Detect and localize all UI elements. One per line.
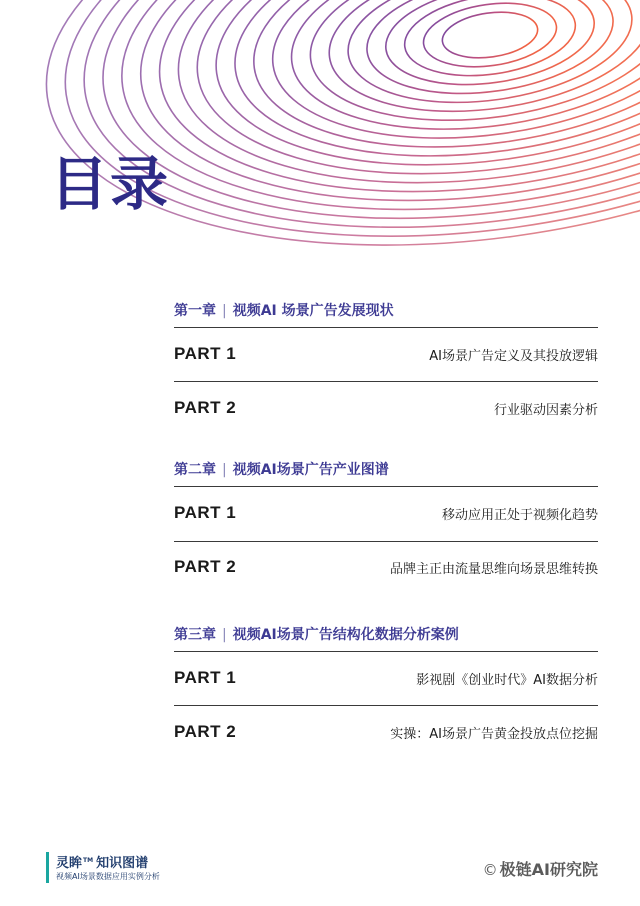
chapter-separator: | xyxy=(222,462,227,478)
concentric-rings-decoration xyxy=(0,0,640,260)
page-title: 目录 xyxy=(50,150,171,218)
publisher-credit xyxy=(483,857,598,880)
toc-entry[interactable] xyxy=(174,344,598,364)
brand-suffix: 知识图谱 xyxy=(96,856,149,871)
chapter-label: 第二章 xyxy=(174,462,216,478)
toc-entry[interactable] xyxy=(174,557,598,577)
divider xyxy=(174,381,598,382)
part-label: PART 2 xyxy=(174,557,237,576)
ring xyxy=(39,0,640,260)
ring xyxy=(239,0,640,175)
ring xyxy=(419,0,560,75)
part-topic: 品牌主正由流量思维向场景思维转换 xyxy=(389,561,598,577)
ring xyxy=(379,0,600,97)
chapter-separator: | xyxy=(222,303,227,319)
trademark-mark: TM xyxy=(83,856,94,864)
part-label: PART 1 xyxy=(174,503,237,522)
chapter-heading-3 xyxy=(174,624,459,644)
divider xyxy=(174,327,598,328)
toc-entry[interactable] xyxy=(174,668,598,688)
toc-entry[interactable] xyxy=(174,722,598,742)
ring xyxy=(319,0,640,130)
ring xyxy=(279,0,640,153)
footer-subtitle: 视频AI场景数据应用实例分析 xyxy=(56,872,160,881)
copyright-icon: © xyxy=(482,861,498,879)
ring xyxy=(359,0,620,108)
chapter-label: 第三章 xyxy=(174,627,216,643)
part-label: PART 1 xyxy=(174,344,237,363)
part-label: PART 2 xyxy=(174,398,237,417)
part-topic: 实操：AI场景广告黄金投放点位挖掘 xyxy=(390,726,598,742)
ring xyxy=(259,0,640,164)
footer-brand xyxy=(56,852,148,871)
chapter-name: 视频AI 场景广告发展现状 xyxy=(232,303,394,319)
divider xyxy=(174,541,598,542)
brand-name: 灵眸 xyxy=(56,856,83,871)
chapter-label: 第一章 xyxy=(174,303,216,319)
ring xyxy=(439,7,540,64)
divider xyxy=(174,651,598,652)
chapter-heading-1 xyxy=(174,300,394,320)
chapter-name: 视频AI场景广告产业图谱 xyxy=(232,462,389,478)
chapter-name: 视频AI场景广告结构化数据分析案例 xyxy=(232,627,459,643)
part-topic: AI场景广告定义及其投放逻辑 xyxy=(429,348,598,364)
part-label: PART 1 xyxy=(174,668,237,687)
divider xyxy=(174,705,598,706)
part-topic: 影视剧《创业时代》AI数据分析 xyxy=(416,672,598,688)
toc-entry[interactable] xyxy=(174,503,598,523)
part-label: PART 2 xyxy=(174,722,237,741)
divider xyxy=(174,486,598,487)
footer-accent-bar xyxy=(46,852,49,883)
part-topic: 行业驱动因素分析 xyxy=(493,402,598,418)
part-topic: 移动应用正处于视频化趋势 xyxy=(441,507,598,523)
publisher-name: 极链AI研究院 xyxy=(499,860,598,879)
chapter-separator: | xyxy=(222,627,227,643)
toc-entry[interactable] xyxy=(174,398,598,418)
chapter-heading-2 xyxy=(174,459,389,479)
